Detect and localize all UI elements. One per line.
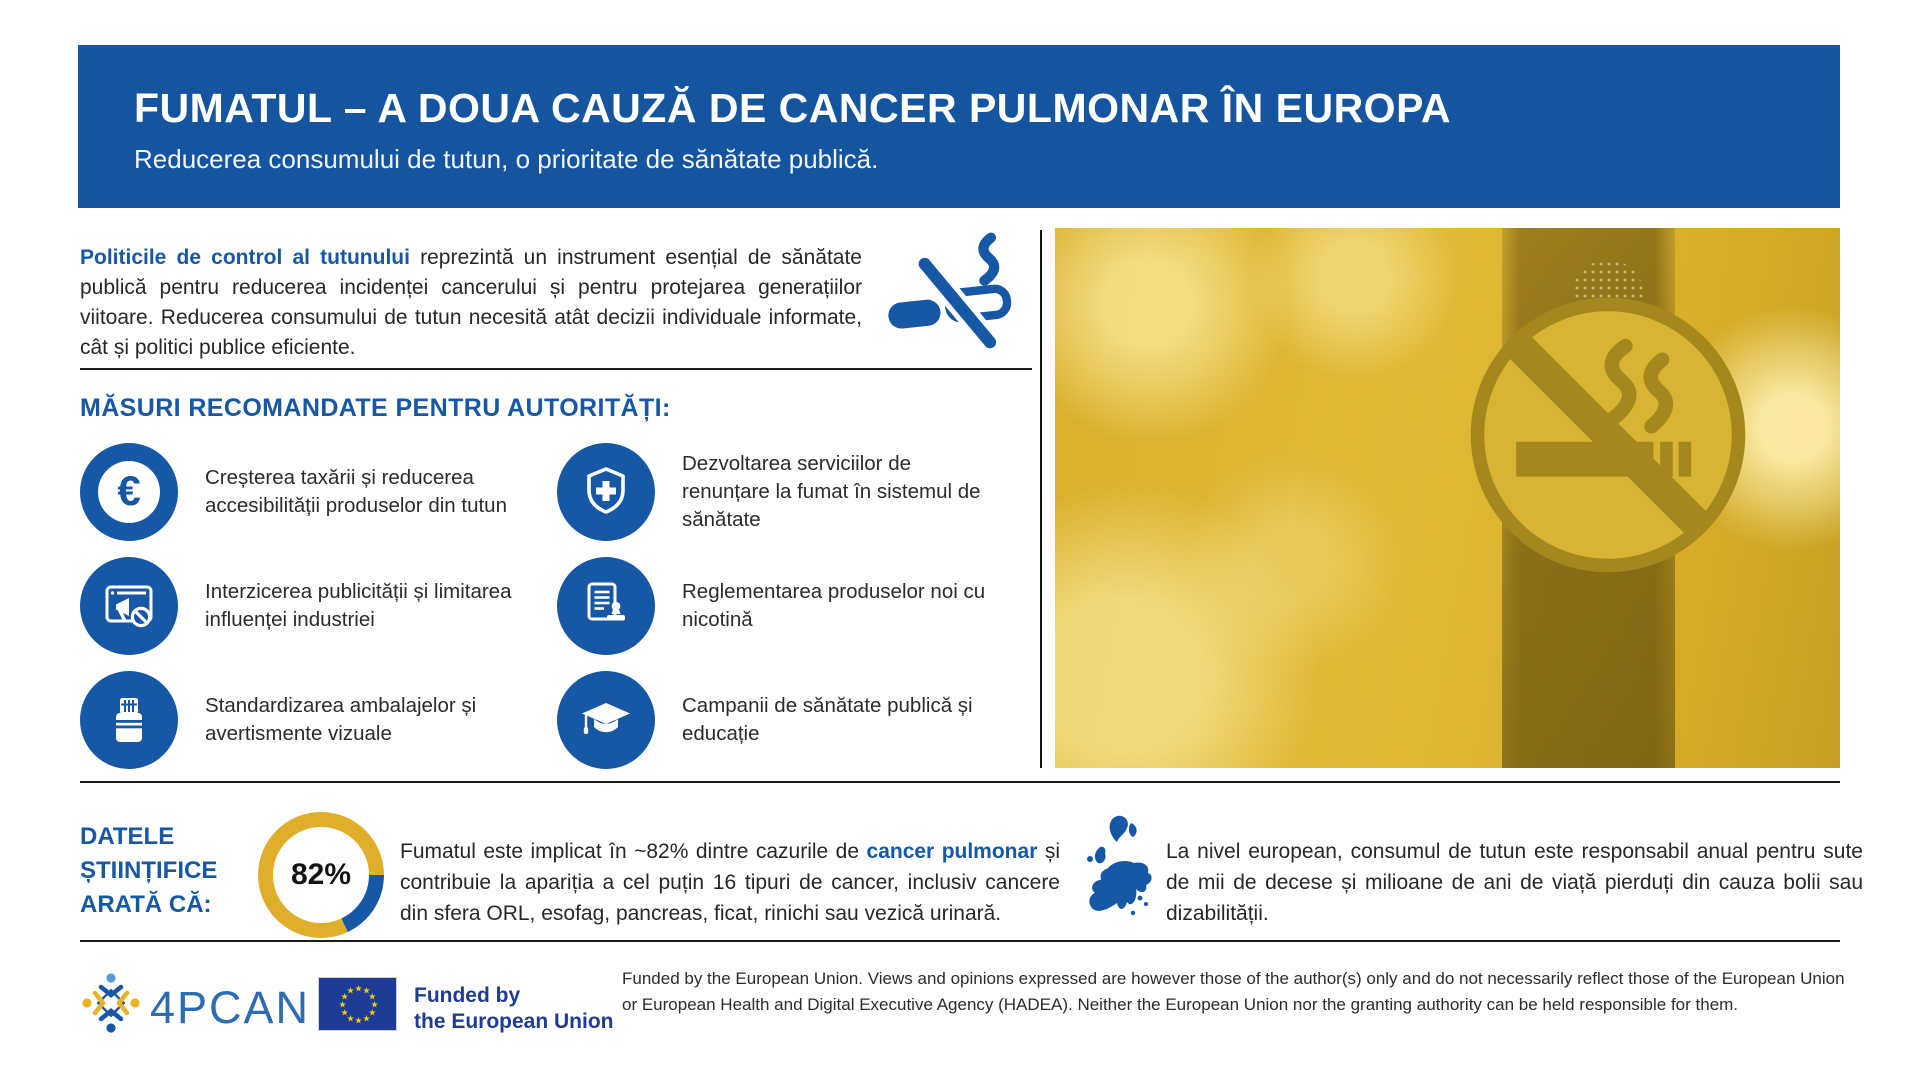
intro-rest: reprezintă un instrument esențial de sănătate publică pentru reducerea incidenței cancerului și pentru protejarea generațiilor viitoare. Reducerea consumului de tutun necesită atât decizii individuale informate, cât și politici publice eficiente. bbox=[80, 246, 862, 359]
eu-flag: ★ ★ ★ ★ ★ ★ ★ ★ ★ ★ ★ ★ bbox=[318, 977, 397, 1031]
regulation-document-icon bbox=[557, 557, 655, 655]
shield-cross-icon bbox=[557, 443, 655, 541]
funded-line2: the European Union bbox=[414, 1010, 614, 1033]
page-title: FUMATUL – A DOUA CAUZĂ DE CANCER PULMONAR ÎN EUROPA bbox=[134, 85, 1451, 131]
measure-item bbox=[80, 557, 560, 655]
funded-by-label bbox=[414, 983, 614, 1035]
measure-text: Interzicerea publicității și limitarea influenței industriei bbox=[205, 580, 512, 631]
cigarette-pack-icon bbox=[80, 671, 178, 769]
intro-paragraph bbox=[80, 243, 862, 363]
funding-disclaimer: Funded by the European Union. Views and opinions expressed are however those of the author(s) only and do not necessarily reflect those of the European Union or European Health and Digital Executive Agency (HADEA). Neither the European Union nor the granting authority can be held responsible for them. bbox=[622, 969, 1845, 1014]
measure-text: Creșterea taxării și reducerea accesibilității produselor din tutun bbox=[205, 466, 507, 517]
graduation-cap-icon bbox=[557, 671, 655, 769]
donut-value-label: 82% bbox=[290, 858, 352, 891]
no-smoking-photo bbox=[1055, 228, 1840, 768]
donut-chart bbox=[258, 812, 384, 938]
no-smoking-sign-icon bbox=[1463, 290, 1753, 580]
measure-item bbox=[557, 671, 1017, 769]
funded-line1: Funded by bbox=[414, 984, 521, 1007]
4pcan-logo-text: 4PCAN bbox=[150, 982, 311, 1033]
4pcan-logo-icon bbox=[80, 970, 142, 1036]
measure-text: Dezvoltarea serviciilor de renunțare la fumat în sistemul de sănătate bbox=[682, 452, 981, 531]
ad-ban-icon bbox=[80, 557, 178, 655]
measure-text: Campanii de sănătate publică și educație bbox=[682, 694, 973, 745]
science-text bbox=[400, 836, 1060, 929]
title-banner bbox=[78, 45, 1840, 208]
measure-item bbox=[557, 557, 1017, 655]
donut-hole bbox=[273, 827, 369, 923]
divider-middle bbox=[80, 781, 1840, 783]
measure-text: Standardizarea ambalajelor și avertismente vizuale bbox=[205, 694, 477, 745]
divider-vertical bbox=[1040, 230, 1042, 768]
measures-heading: MĂSURI RECOMANDATE PENTRU AUTORITĂȚI: bbox=[80, 394, 671, 422]
no-smoking-cigarette-icon bbox=[878, 226, 1018, 359]
intro-lead: Politicile de control al tutunului bbox=[80, 246, 410, 269]
science-heading: DATELE ȘTIINȚIFICE ARATĂ CĂ: bbox=[80, 823, 218, 918]
divider-footer bbox=[80, 940, 1840, 942]
science-text-highlight: cancer pulmonar bbox=[866, 840, 1038, 863]
euro-icon: € bbox=[80, 443, 178, 541]
measure-item bbox=[80, 671, 560, 769]
science-text-before: Fumatul este implicat în ~82% dintre cazurile de bbox=[400, 840, 867, 863]
europe-map-icon bbox=[1085, 814, 1159, 930]
science-text-after: și contribuie la apariția a cel puțin 16 tipuri de cancer, inclusiv cancere din sfera ORL, esofag, pancreas, ficat, rinichi sau vezică urinară. bbox=[400, 840, 1061, 925]
measure-item bbox=[80, 443, 560, 541]
divider-intro bbox=[80, 368, 1032, 370]
europe-text: La nivel european, consumul de tutun este responsabil anual pentru sute de mii de decese și milioane de ani de viață pierduți din cauza bolii sau dizabilității. bbox=[1166, 840, 1863, 925]
measure-text: Reglementarea produselor noi cu nicotină bbox=[682, 580, 986, 631]
measure-item bbox=[557, 443, 1017, 541]
page-subtitle: Reducerea consumului de tutun, o prioritate de sănătate publică. bbox=[134, 144, 879, 174]
